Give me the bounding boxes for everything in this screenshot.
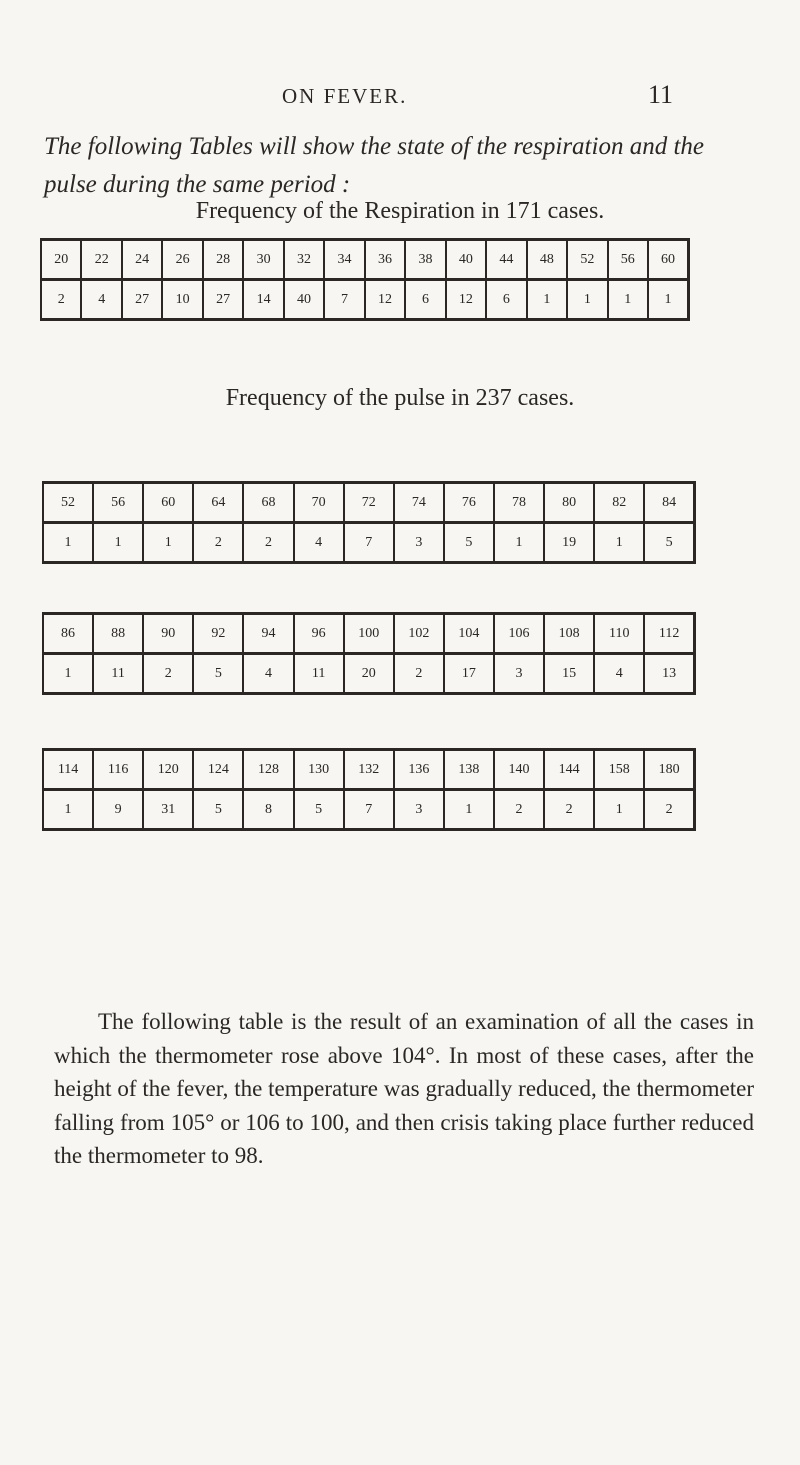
count-cell: 4 (594, 654, 644, 694)
rate-cell: 72 (344, 483, 394, 523)
count-cell: 1 (43, 523, 93, 563)
count-cell: 1 (43, 654, 93, 694)
rate-cell: 120 (143, 750, 193, 790)
count-row (43, 523, 695, 563)
count-cell: 13 (644, 654, 694, 694)
count-row (41, 280, 689, 320)
count-cell: 5 (193, 790, 243, 830)
page-number: 11 (648, 80, 674, 109)
count-cell: 27 (203, 280, 243, 320)
count-cell: 19 (544, 523, 594, 563)
count-cell: 1 (444, 790, 494, 830)
count-cell: 17 (444, 654, 494, 694)
rate-cell: 80 (544, 483, 594, 523)
rate-cell: 108 (544, 614, 594, 654)
rate-cell: 104 (444, 614, 494, 654)
intro-text: The following Tables will show the state of the respiration and the pulse during the same period : (44, 133, 704, 198)
rate-cell: 128 (243, 750, 293, 790)
count-cell: 40 (284, 280, 324, 320)
rate-cell: 92 (193, 614, 243, 654)
pulse-table-2 (42, 612, 696, 695)
rate-cell: 28 (203, 240, 243, 280)
count-cell: 6 (405, 280, 445, 320)
rate-cell: 38 (405, 240, 445, 280)
rate-cell: 24 (122, 240, 162, 280)
rate-cell: 138 (444, 750, 494, 790)
rate-cell: 52 (43, 483, 93, 523)
rate-cell: 106 (494, 614, 544, 654)
count-cell: 20 (344, 654, 394, 694)
rate-cell: 132 (344, 750, 394, 790)
pulse-caption: Frequency of the pulse in 237 cases. (225, 385, 575, 411)
rate-cell: 34 (324, 240, 364, 280)
count-cell: 2 (243, 523, 293, 563)
rate-cell: 96 (294, 614, 344, 654)
rate-row (43, 614, 695, 654)
count-cell: 7 (324, 280, 364, 320)
rate-cell: 30 (243, 240, 283, 280)
rate-cell: 158 (594, 750, 644, 790)
pulse-table-1 (42, 481, 696, 564)
count-cell: 5 (294, 790, 344, 830)
respiration-table (40, 238, 690, 321)
rate-cell: 110 (594, 614, 644, 654)
rate-cell: 136 (394, 750, 444, 790)
rate-cell: 52 (567, 240, 607, 280)
rate-cell: 76 (444, 483, 494, 523)
count-cell: 2 (143, 654, 193, 694)
rate-cell: 144 (544, 750, 594, 790)
rate-cell: 112 (644, 614, 694, 654)
count-cell: 15 (544, 654, 594, 694)
rate-cell: 90 (143, 614, 193, 654)
count-cell: 4 (81, 280, 121, 320)
count-row (43, 654, 695, 694)
count-cell: 5 (644, 523, 694, 563)
rate-cell: 40 (446, 240, 486, 280)
rate-cell: 20 (41, 240, 81, 280)
count-cell: 3 (494, 654, 544, 694)
rate-cell: 130 (294, 750, 344, 790)
rate-row (41, 240, 689, 280)
running-head: ON FEVER. (282, 84, 408, 108)
pulse-table-3 (42, 748, 696, 831)
count-cell: 3 (394, 790, 444, 830)
count-cell: 1 (608, 280, 648, 320)
rate-cell: 60 (143, 483, 193, 523)
count-cell: 11 (93, 654, 143, 694)
rate-cell: 70 (294, 483, 344, 523)
page-header (0, 78, 800, 118)
count-cell: 12 (365, 280, 405, 320)
count-cell: 5 (444, 523, 494, 563)
count-cell: 1 (43, 790, 93, 830)
rate-cell: 86 (43, 614, 93, 654)
count-cell: 6 (486, 280, 526, 320)
count-cell: 11 (294, 654, 344, 694)
rate-cell: 82 (594, 483, 644, 523)
rate-cell: 74 (394, 483, 444, 523)
closing-paragraph: The following table is the result of an examination of all the cases in which the thermometer rose above 104°. In most of these cases, after the height of the fever, the temperature was gradually reduced, the thermometer falling from 105° or 106 to 100, and then crisis taking place further reduced the thermometer to 98. (54, 1009, 754, 1168)
rate-cell: 124 (193, 750, 243, 790)
count-cell: 1 (93, 523, 143, 563)
count-cell: 2 (494, 790, 544, 830)
count-cell: 12 (446, 280, 486, 320)
rate-cell: 116 (93, 750, 143, 790)
count-row (43, 790, 695, 830)
rate-cell: 102 (394, 614, 444, 654)
count-cell: 4 (294, 523, 344, 563)
count-cell: 4 (243, 654, 293, 694)
count-cell: 1 (527, 280, 567, 320)
count-cell: 2 (41, 280, 81, 320)
rate-cell: 64 (193, 483, 243, 523)
count-cell: 1 (494, 523, 544, 563)
count-cell: 2 (394, 654, 444, 694)
count-cell: 8 (243, 790, 293, 830)
count-cell: 7 (344, 523, 394, 563)
count-cell: 1 (143, 523, 193, 563)
rate-cell: 32 (284, 240, 324, 280)
count-cell: 2 (644, 790, 694, 830)
rate-cell: 44 (486, 240, 526, 280)
rate-cell: 114 (43, 750, 93, 790)
count-cell: 5 (193, 654, 243, 694)
rate-cell: 88 (93, 614, 143, 654)
rate-cell: 140 (494, 750, 544, 790)
count-cell: 7 (344, 790, 394, 830)
rate-cell: 48 (527, 240, 567, 280)
count-cell: 3 (394, 523, 444, 563)
rate-cell: 78 (494, 483, 544, 523)
count-cell: 1 (594, 790, 644, 830)
rate-cell: 22 (81, 240, 121, 280)
rate-row (43, 483, 695, 523)
rate-cell: 100 (344, 614, 394, 654)
rate-cell: 84 (644, 483, 694, 523)
count-cell: 1 (594, 523, 644, 563)
count-cell: 14 (243, 280, 283, 320)
count-cell: 9 (93, 790, 143, 830)
count-cell: 10 (162, 280, 202, 320)
count-cell: 27 (122, 280, 162, 320)
count-cell: 1 (648, 280, 688, 320)
count-cell: 1 (567, 280, 607, 320)
rate-cell: 180 (644, 750, 694, 790)
rate-cell: 56 (608, 240, 648, 280)
rate-cell: 26 (162, 240, 202, 280)
rate-cell: 56 (93, 483, 143, 523)
count-cell: 31 (143, 790, 193, 830)
count-cell: 2 (544, 790, 594, 830)
rate-cell: 60 (648, 240, 688, 280)
count-cell: 2 (193, 523, 243, 563)
rate-cell: 36 (365, 240, 405, 280)
rate-cell: 68 (243, 483, 293, 523)
respiration-caption: Frequency of the Respiration in 171 cases. (195, 198, 605, 224)
rate-row (43, 750, 695, 790)
rate-cell: 94 (243, 614, 293, 654)
